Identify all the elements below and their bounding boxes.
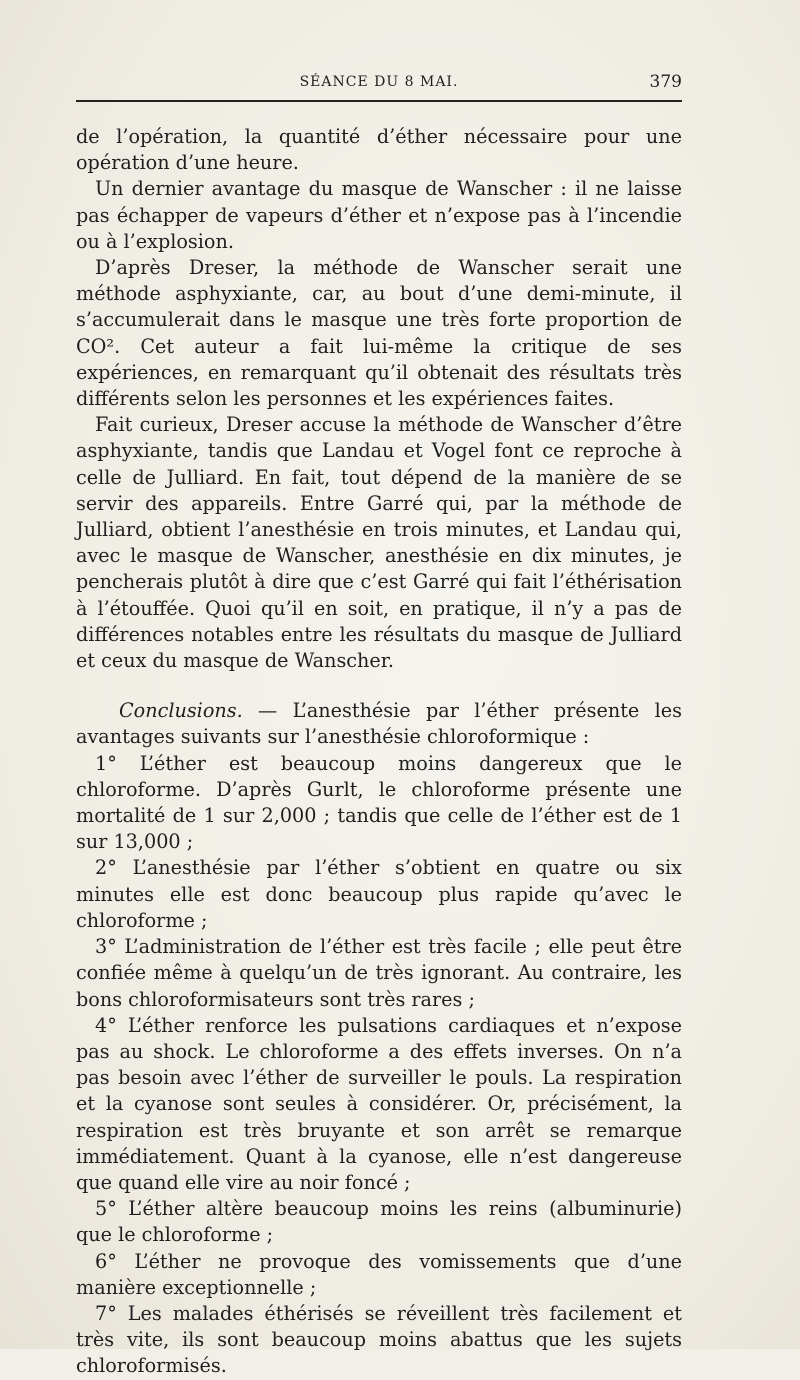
- page-number: 379: [649, 72, 682, 92]
- paragraph: D’après Dreser, la méthode de Wanscher serait une méthode asphyxiante, car, au bout d’une demi-minute, il s’accumulerait dans le masque une très forte proportion de CO². Cet auteur a fait lui-même la critique de ses expériences, en remarquant qu’il obtenait des résultats très différents selon les personnes et les expériences faites.: [76, 256, 682, 411]
- body-text: [76, 124, 682, 1380]
- paragraph: Fait curieux, Dreser accuse la méthode de Wanscher d’être asphyxiante, tandis que Landau et Vogel font ce reproche à celle de Julliard. En fait, tout dépend de la manière de se servir des appareils. Entre Garré qui, par la méthode de Julliard, obtient l’anesthésie en trois minutes, et Landau qui, avec le masque de Wanscher, anesthésie en dix minutes, je pencherais plutôt à dire que c’est Garré qui fait l’éthérisation à l’étouffée. Quoi qu’il en soit, en pratique, il n’y a pas de différences notables entre les résultats du masque de Julliard et ceux du masque de Wanscher.: [76, 413, 682, 673]
- header-rule: [76, 100, 682, 102]
- paragraph: de l’opération, la quantité d’éther nécessaire pour une opération d’une heure.: [76, 125, 682, 175]
- conclusion-item: 4° L’éther renforce les pulsations cardiaques et n’expose pas au shock. Le chloroforme a des effets inverses. On n’a pas besoin avec l’éther de surveiller le pouls. La respiration et la cyanose sont seules à considérer. Or, précisément, la respiration est très bruyante et son arrêt se remarque immédiatement. Quant à la cyanose, elle n’est dangereuse que quand elle vire au noir foncé ;: [76, 1013, 682, 1194]
- conclusion-item: 2° L’anesthésie par l’éther s’obtient en quatre ou six minutes elle est donc beaucoup plus rapide qu’avec le chloroforme ;: [76, 856, 682, 932]
- paragraph: Un dernier avantage du masque de Wanscher : il ne laisse pas échapper de vapeurs d’éther et n’expose pas à l’incendie ou à l’explosion.: [76, 177, 682, 253]
- conclusions-heading: Conclusions.: [119, 699, 243, 723]
- conclusion-item: 5° L’éther altère beaucoup moins les reins (albuminurie) que le chloroforme ;: [76, 1197, 682, 1247]
- page-header: [76, 70, 682, 94]
- conclusion-item: 3° L’administration de l’éther est très facile ; elle peut être confiée même à quelqu’un de très ignorant. Au contraire, les bons chloroformisateurs sont très rares ;: [76, 935, 682, 1011]
- conclusion-item: 1° L’éther est beaucoup moins dangereux que le chloroforme. D’après Gurlt, le chloroforme présente une mortalité de 1 sur 2,000 ; tandis que celle de l’éther est de 1 sur 13,000 ;: [76, 751, 682, 854]
- conclusion-item: 6° L’éther ne provoque des vomissements que d’une manière exceptionnelle ;: [76, 1249, 682, 1299]
- conclusions-paragraph: [76, 698, 682, 750]
- conclusion-item: 7° Les malades éthérisés se réveillent très facilement et très vite, ils sont beaucoup moins abattus que les sujets chloroformisés.: [76, 1301, 682, 1378]
- running-head: SÉANCE DU 8 MAI.: [299, 74, 459, 90]
- conclusions-intro: — L’anesthésie par l’éther présente les avantages suivants sur l’anesthésie chloroformique :: [76, 699, 682, 749]
